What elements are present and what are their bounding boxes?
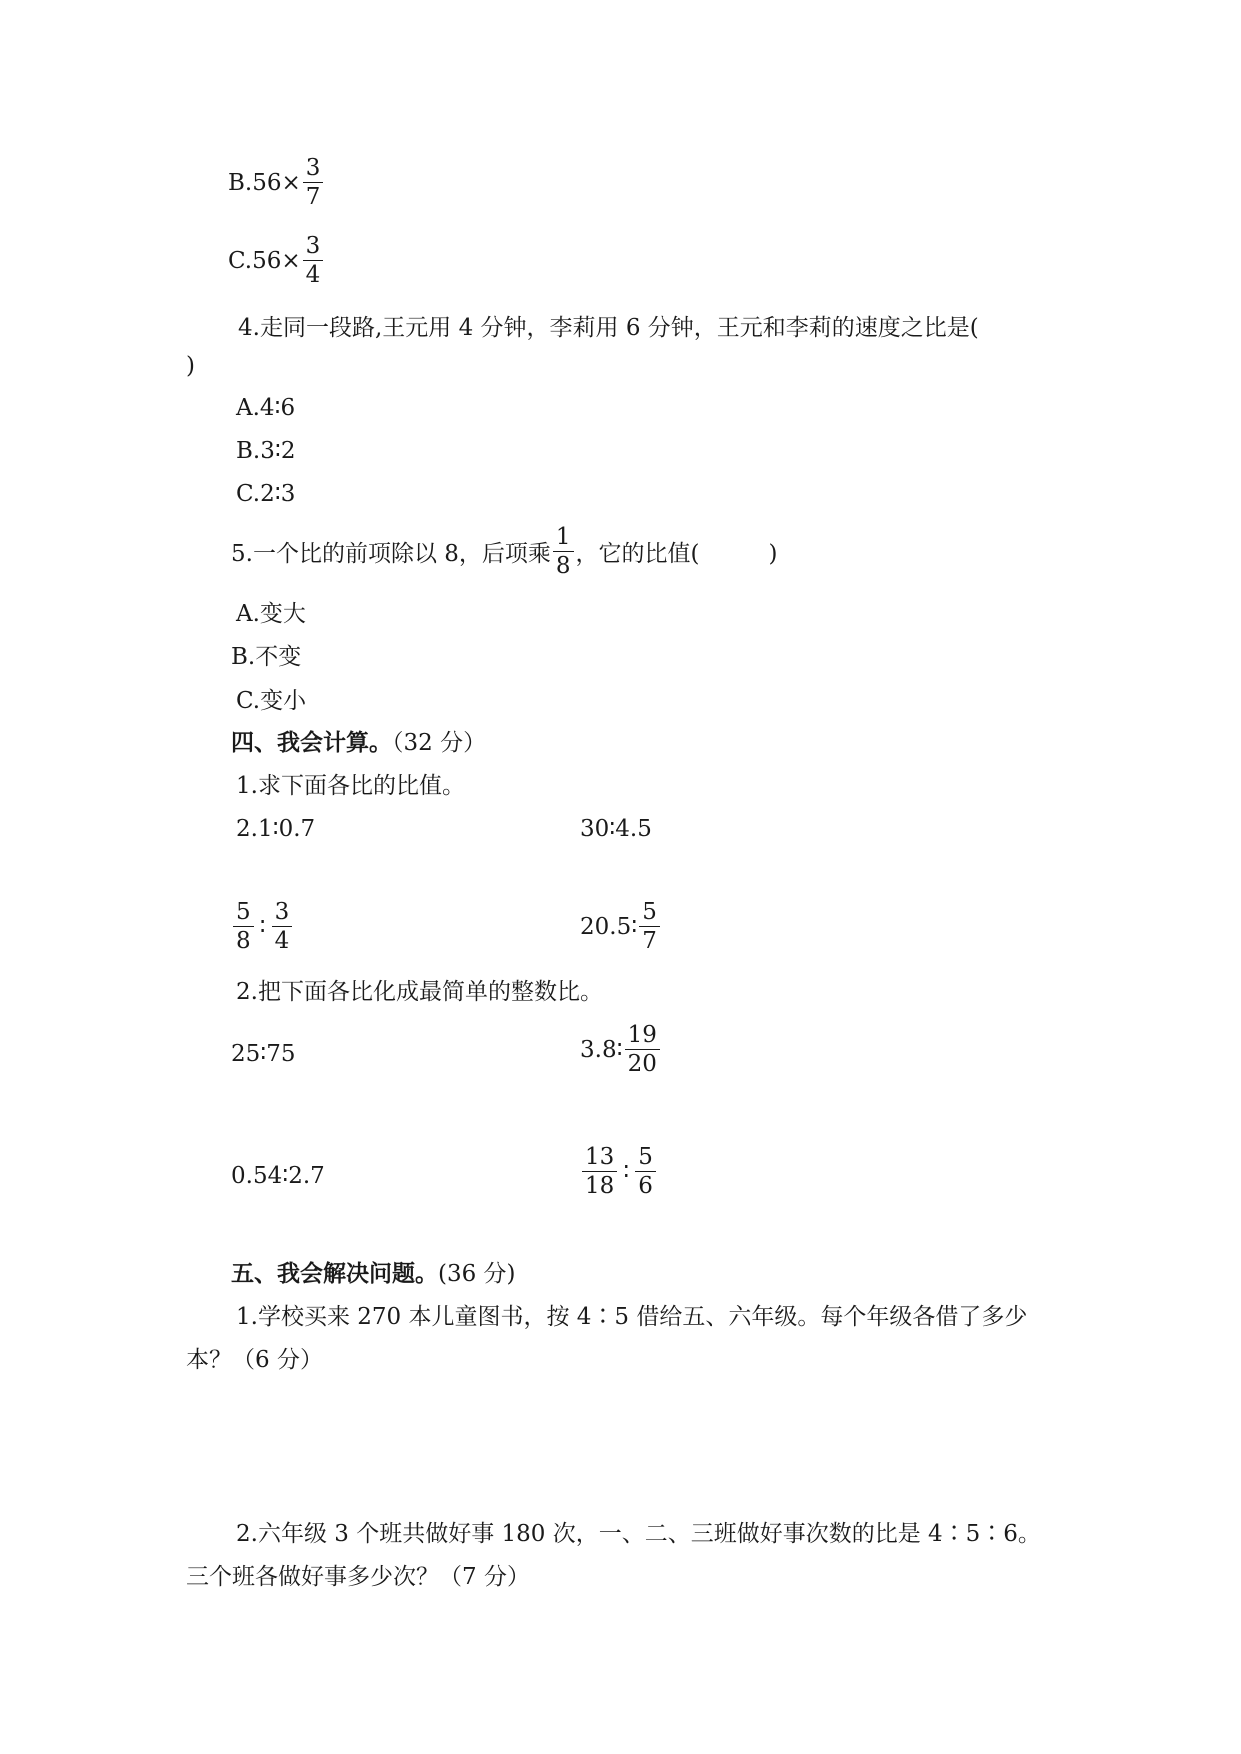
s5-problem-2-line-2: 三个班各做好事多少次？（7 分） xyxy=(186,1564,530,1590)
section-score: (36 分) xyxy=(438,1261,516,1287)
s4-q1-title: 1.求下面各比的比值。 xyxy=(236,773,465,799)
q3-option-c xyxy=(228,233,325,288)
q5-option-a: A.变大 xyxy=(236,601,306,627)
s4-q2-item-b xyxy=(580,1022,662,1077)
section-title: 五、我会解决问题。 xyxy=(231,1260,438,1287)
fraction xyxy=(635,1144,656,1199)
q5-stem xyxy=(231,524,777,579)
fraction-denominator: 4 xyxy=(303,260,324,288)
s5-problem-1-line-2: 本？（6 分） xyxy=(186,1347,323,1373)
q4-option-a: A.4∶6 xyxy=(236,395,296,421)
fraction-denominator: 18 xyxy=(582,1171,617,1199)
fraction-numerator: 3 xyxy=(274,899,290,925)
fraction-numerator: 1 xyxy=(555,524,571,550)
s4-q1-item-b: 30∶4.5 xyxy=(580,816,652,842)
q4-option-c: C.2∶3 xyxy=(236,481,296,507)
fraction-numerator: 13 xyxy=(585,1144,615,1170)
s4-q1-item-d xyxy=(580,899,662,954)
fraction xyxy=(303,233,324,288)
fraction-denominator: 6 xyxy=(635,1171,656,1199)
fraction xyxy=(582,1144,617,1199)
q5-stem-part-a: 5.一个比的前项除以 8，后项乘 xyxy=(231,541,551,567)
s4-q2-item-d xyxy=(580,1144,658,1199)
s4-q1-item-c xyxy=(231,899,294,954)
q3-option-b xyxy=(228,155,325,210)
fraction-numerator: 5 xyxy=(236,899,251,925)
fraction-numerator: 3 xyxy=(305,233,321,259)
q4-stem: 4.走同一段路,王元用 4 分钟，李莉用 6 分钟，王元和李莉的速度之比是( xyxy=(238,315,979,341)
s4-q2-item-c: 0.54∶2.7 xyxy=(231,1163,325,1189)
s4-q2-title: 2.把下面各比化成最简单的整数比。 xyxy=(236,979,603,1005)
ratio-separator: ∶ xyxy=(259,913,266,940)
ratio-prefix: 20.5∶ xyxy=(580,913,638,940)
fraction xyxy=(639,899,660,954)
section-5-heading xyxy=(231,1260,516,1288)
fraction-denominator: 4 xyxy=(272,926,293,954)
section-title: 四、我会计算。 xyxy=(231,729,392,756)
fraction xyxy=(625,1022,660,1077)
fraction-denominator: 8 xyxy=(233,926,254,954)
s4-q2-item-a: 25∶75 xyxy=(231,1041,296,1067)
fraction-denominator: 7 xyxy=(303,182,324,210)
q4-option-b: B.3∶2 xyxy=(236,438,296,464)
option-text: C.56× xyxy=(228,247,301,274)
fraction-denominator: 8 xyxy=(553,551,574,579)
fraction-numerator: 5 xyxy=(638,1144,653,1170)
q5-stem-part-b: ，它的比值( ) xyxy=(575,541,778,567)
fraction-numerator: 3 xyxy=(305,155,321,181)
option-text: B.56× xyxy=(228,169,301,196)
fraction xyxy=(553,524,574,579)
s4-q1-item-a: 2.1∶0.7 xyxy=(236,816,316,842)
ratio-separator: ∶ xyxy=(623,1158,630,1185)
section-score: （32 分） xyxy=(392,730,487,756)
ratio-prefix: 3.8∶ xyxy=(580,1036,623,1063)
section-4-heading xyxy=(231,729,486,757)
fraction xyxy=(272,899,293,954)
q5-option-c: C.变小 xyxy=(236,688,307,714)
fraction-numerator: 5 xyxy=(642,899,657,925)
fraction xyxy=(233,899,254,954)
fraction-numerator: 19 xyxy=(627,1022,657,1048)
fraction xyxy=(303,155,324,210)
q4-stem-end: ) xyxy=(186,353,195,379)
s5-problem-2-line-1: 2.六年级 3 个班共做好事 180 次，一、二、三班做好事次数的比是 4∶5∶6。 xyxy=(236,1521,1041,1547)
s5-problem-1-line-1: 1.学校买来 270 本儿童图书，按 4∶5 借给五、六年级。每个年级各借了多少 xyxy=(236,1304,1028,1330)
fraction-denominator: 20 xyxy=(625,1049,660,1077)
fraction-denominator: 7 xyxy=(639,926,660,954)
q5-option-b: B.不变 xyxy=(231,644,302,670)
